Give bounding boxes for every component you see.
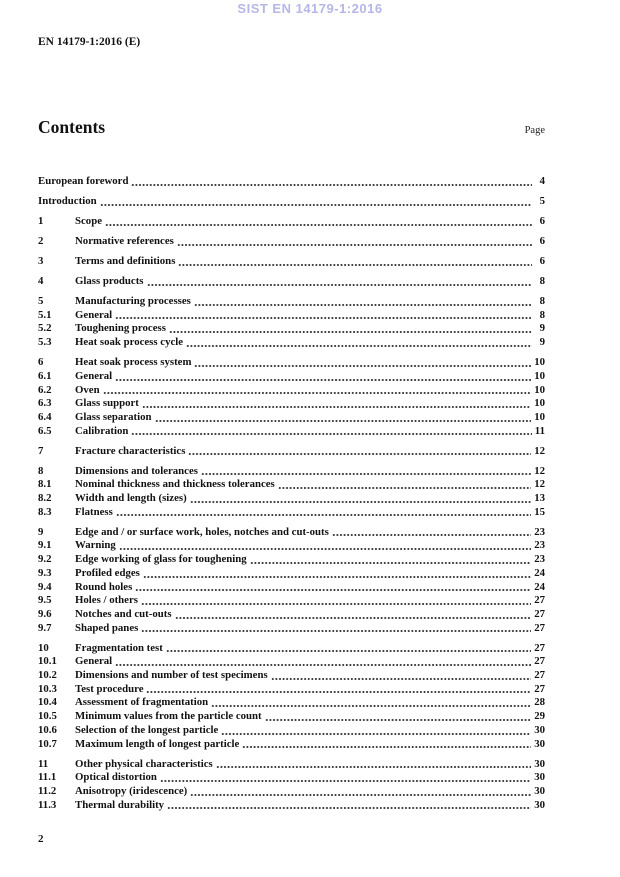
toc-entry-page: 6 bbox=[539, 255, 545, 267]
toc-entry-page: 11 bbox=[534, 424, 545, 437]
toc-entry-page: 30 bbox=[534, 771, 545, 784]
dotted-leader bbox=[201, 472, 531, 476]
toc-entry-title: Heat soak process cycle bbox=[75, 336, 184, 349]
toc-entry-page: 9 bbox=[539, 336, 545, 349]
dotted-leader bbox=[141, 629, 531, 633]
dotted-leader bbox=[175, 616, 532, 620]
page-column-label: Page bbox=[524, 125, 545, 136]
dotted-leader bbox=[221, 732, 531, 736]
toc-entry bbox=[38, 608, 545, 622]
toc-entry-page: 29 bbox=[534, 710, 545, 723]
toc-entry-page: 10 bbox=[534, 369, 545, 382]
toc-entry-page: 24 bbox=[534, 566, 545, 579]
dotted-leader bbox=[169, 330, 532, 334]
toc-entry-number: 3 bbox=[38, 255, 44, 267]
toc-entry bbox=[38, 322, 545, 336]
dotted-leader bbox=[115, 663, 531, 667]
toc-entry-title: Manufacturing processes bbox=[75, 295, 191, 307]
toc-entry bbox=[38, 370, 545, 384]
toc-entry-page: 6 bbox=[539, 215, 545, 227]
dotted-leader bbox=[103, 391, 532, 395]
toc-entry bbox=[38, 175, 545, 189]
toc-entry bbox=[38, 669, 545, 683]
toc-entry-title: Test procedure bbox=[75, 682, 144, 695]
toc-entry-number: 9.5 bbox=[38, 594, 52, 607]
toc-entry-page: 30 bbox=[534, 723, 545, 736]
toc-entry bbox=[38, 553, 545, 567]
toc-entry-title: European foreword bbox=[38, 175, 129, 187]
toc-entry bbox=[38, 478, 545, 492]
toc-entry-page: 12 bbox=[534, 478, 545, 491]
dotted-leader bbox=[146, 690, 531, 694]
dotted-leader bbox=[105, 223, 532, 227]
toc-entry-number: 8.3 bbox=[38, 505, 52, 518]
toc-entry-title: Optical distortion bbox=[75, 771, 157, 784]
toc-entry-page: 30 bbox=[534, 784, 545, 797]
toc-entry-page: 30 bbox=[534, 798, 545, 811]
toc-entry-page: 13 bbox=[534, 492, 545, 505]
toc-entry bbox=[38, 724, 545, 738]
toc-entry-number: 11.2 bbox=[38, 784, 57, 797]
toc-entry-title: Oven bbox=[75, 383, 100, 396]
dotted-leader bbox=[188, 452, 531, 456]
toc-entry-number: 8.1 bbox=[38, 478, 52, 491]
toc-entry-page: 23 bbox=[534, 553, 545, 566]
toc-entry-page: 23 bbox=[534, 525, 545, 538]
toc-entry-number: 7 bbox=[38, 444, 44, 457]
dotted-leader bbox=[167, 806, 531, 810]
toc-entry-page: 23 bbox=[534, 539, 545, 552]
toc-entry-title: Toughening process bbox=[75, 322, 166, 335]
toc-entry bbox=[38, 255, 545, 269]
dotted-leader bbox=[131, 432, 531, 436]
toc-entry-title: Holes / others bbox=[75, 594, 138, 607]
toc-entry-number: 9.6 bbox=[38, 607, 52, 620]
page-number: 2 bbox=[38, 833, 44, 845]
toc-entry-number: 10.5 bbox=[38, 710, 57, 723]
toc-entry bbox=[38, 384, 545, 398]
toc-entry-number: 6.3 bbox=[38, 397, 52, 410]
dotted-leader bbox=[190, 793, 531, 797]
toc-entry-number: 10.4 bbox=[38, 696, 57, 709]
toc-entry-page: 9 bbox=[539, 322, 545, 335]
dotted-leader bbox=[141, 602, 531, 606]
dotted-leader bbox=[190, 500, 532, 504]
toc-entry bbox=[38, 567, 545, 581]
toc-entry bbox=[38, 642, 545, 656]
toc-entry-title: Selection of the longest particle bbox=[75, 723, 219, 736]
toc-entry bbox=[38, 425, 545, 439]
contents-title: Contents bbox=[38, 117, 106, 137]
toc-entry bbox=[38, 215, 545, 229]
toc-entry-number: 10.7 bbox=[38, 737, 57, 750]
dotted-leader bbox=[265, 718, 532, 722]
toc-entry-page: 27 bbox=[534, 655, 545, 668]
toc-entry-title: Terms and definitions bbox=[75, 255, 176, 267]
toc-entry-title: General bbox=[75, 308, 113, 321]
toc-entry bbox=[38, 295, 545, 309]
toc-entry-title: Shaped panes bbox=[75, 621, 139, 634]
toc-entry-page: 30 bbox=[534, 757, 545, 770]
toc-entry bbox=[38, 581, 545, 595]
toc-entry-page: 30 bbox=[534, 737, 545, 750]
toc-entry bbox=[38, 799, 545, 813]
dotted-leader bbox=[147, 283, 533, 287]
watermark-text: SIST EN 14179-1:2016 bbox=[237, 1, 383, 16]
dotted-leader bbox=[178, 263, 532, 267]
toc-entry-title: Warning bbox=[75, 539, 116, 552]
toc-entry-number: 11 bbox=[38, 757, 49, 770]
toc-entry-number: 6.1 bbox=[38, 369, 52, 382]
toc-entry-title: Scope bbox=[75, 215, 102, 227]
toc-entry-number: 9 bbox=[38, 525, 44, 538]
toc-entry-number: 5 bbox=[38, 295, 44, 307]
toc-entry bbox=[38, 356, 545, 370]
dotted-leader bbox=[100, 203, 532, 207]
dotted-leader bbox=[135, 588, 531, 592]
toc-entry-title: Thermal durability bbox=[75, 798, 165, 811]
toc-entry-page: 27 bbox=[534, 669, 545, 682]
toc-entry-number: 10.2 bbox=[38, 669, 57, 682]
toc-entry-title: Introduction bbox=[38, 195, 97, 207]
document-reference: EN 14179-1:2016 (E) bbox=[38, 36, 141, 48]
dotted-leader bbox=[211, 704, 531, 708]
toc-entry bbox=[38, 655, 545, 669]
toc-entry-number: 1 bbox=[38, 215, 44, 227]
toc-entry-page: 10 bbox=[534, 356, 545, 369]
dotted-leader bbox=[160, 779, 531, 783]
dotted-leader bbox=[177, 243, 532, 247]
toc-entry-title: Nominal thickness and thickness tolerances bbox=[75, 478, 275, 491]
toc-entry-page: 27 bbox=[534, 607, 545, 620]
toc-entry-title: Width and length (sizes) bbox=[75, 492, 187, 505]
toc-entry-page: 15 bbox=[534, 505, 545, 518]
toc-entry-title: Minimum values from the particle count bbox=[75, 710, 262, 723]
toc-entry bbox=[38, 465, 545, 479]
toc-entry-number: 6.4 bbox=[38, 410, 52, 423]
dotted-leader bbox=[143, 575, 531, 579]
toc-entry bbox=[38, 594, 545, 608]
table-of-contents bbox=[38, 175, 545, 812]
dotted-leader bbox=[115, 378, 531, 382]
toc-entry-number: 6.5 bbox=[38, 424, 52, 437]
toc-entry-title: Maximum length of longest particle bbox=[75, 737, 240, 750]
toc-entry-number: 9.1 bbox=[38, 539, 52, 552]
toc-entry-page: 8 bbox=[539, 295, 545, 307]
toc-entry-title: Notches and cut-outs bbox=[75, 607, 172, 620]
toc-entry-title: Glass support bbox=[75, 397, 139, 410]
toc-entry bbox=[38, 336, 545, 350]
toc-entry-title: Calibration bbox=[75, 424, 129, 437]
toc-entry-number: 10.3 bbox=[38, 682, 57, 695]
toc-entry-title: Profiled edges bbox=[75, 566, 140, 579]
dotted-leader bbox=[242, 745, 531, 749]
toc-entry-page: 6 bbox=[539, 235, 545, 247]
toc-entry-title: Round holes bbox=[75, 580, 133, 593]
dotted-leader bbox=[271, 677, 532, 681]
toc-entry-title: Fracture characteristics bbox=[75, 444, 186, 457]
toc-entry-title: Glass products bbox=[75, 275, 144, 287]
toc-entry-number: 10 bbox=[38, 641, 49, 654]
toc-entry-title: Dimensions and number of test specimens bbox=[75, 669, 268, 682]
toc-entry bbox=[38, 785, 545, 799]
toc-entry-number: 9.4 bbox=[38, 580, 52, 593]
toc-entry-number: 2 bbox=[38, 235, 44, 247]
dotted-leader bbox=[115, 316, 532, 320]
toc-entry-number: 9.3 bbox=[38, 566, 52, 579]
toc-entry bbox=[38, 195, 545, 209]
toc-entry-title: Other physical characteristics bbox=[75, 757, 213, 770]
dotted-leader bbox=[250, 561, 532, 565]
toc-entry-title: General bbox=[75, 655, 113, 668]
toc-entry-number: 8.2 bbox=[38, 492, 52, 505]
toc-entry-page: 8 bbox=[539, 308, 545, 321]
toc-entry bbox=[38, 235, 545, 249]
toc-entry bbox=[38, 309, 545, 323]
toc-entry bbox=[38, 758, 545, 772]
toc-entry-title: Dimensions and tolerances bbox=[75, 464, 198, 477]
toc-entry-number: 8 bbox=[38, 464, 44, 477]
toc-entry-title: Fragmentation test bbox=[75, 641, 163, 654]
toc-entry-title: Normative references bbox=[75, 235, 174, 247]
dotted-leader bbox=[155, 419, 532, 423]
toc-entry bbox=[38, 738, 545, 752]
dotted-leader bbox=[119, 547, 531, 551]
dotted-leader bbox=[186, 344, 532, 348]
toc-entry-page: 27 bbox=[534, 682, 545, 695]
dotted-leader bbox=[216, 765, 531, 769]
toc-entry-title: Flatness bbox=[75, 505, 113, 518]
toc-entry-title: Heat soak process system bbox=[75, 356, 192, 369]
toc-entry-title: Edge working of glass for toughening bbox=[75, 553, 247, 566]
toc-entry bbox=[38, 445, 545, 459]
toc-entry-number: 9.7 bbox=[38, 621, 52, 634]
toc-entry-number: 10.1 bbox=[38, 655, 57, 668]
toc-entry-title: Edge and / or surface work, holes, notches and cut-outs bbox=[75, 525, 329, 538]
toc-entry bbox=[38, 622, 545, 636]
toc-entry-title: General bbox=[75, 369, 113, 382]
toc-entry bbox=[38, 526, 545, 540]
toc-entry-page: 24 bbox=[534, 580, 545, 593]
toc-entry-title: Assessment of fragmentation bbox=[75, 696, 209, 709]
toc-entry bbox=[38, 683, 545, 697]
toc-entry-number: 11.3 bbox=[38, 798, 57, 811]
toc-entry-page: 28 bbox=[534, 696, 545, 709]
toc-entry-page: 5 bbox=[539, 195, 545, 207]
toc-entry bbox=[38, 397, 545, 411]
toc-entry-page: 12 bbox=[534, 464, 545, 477]
toc-entry-page: 10 bbox=[534, 383, 545, 396]
toc-entry bbox=[38, 539, 545, 553]
dotted-leader bbox=[116, 513, 531, 517]
toc-entry-title: Glass separation bbox=[75, 410, 152, 423]
toc-entry-number: 10.6 bbox=[38, 723, 57, 736]
toc-entry-page: 12 bbox=[534, 444, 545, 457]
toc-entry-page: 10 bbox=[534, 397, 545, 410]
toc-entry bbox=[38, 411, 545, 425]
toc-entry-number: 4 bbox=[38, 275, 44, 287]
toc-entry-number: 5.2 bbox=[38, 322, 52, 335]
dotted-leader bbox=[278, 486, 531, 490]
toc-entry bbox=[38, 275, 545, 289]
toc-entry-page: 4 bbox=[539, 175, 545, 187]
toc-entry-page: 27 bbox=[534, 594, 545, 607]
toc-entry bbox=[38, 696, 545, 710]
dotted-leader bbox=[194, 364, 531, 368]
toc-entry-page: 8 bbox=[539, 275, 545, 287]
toc-entry-number: 5.3 bbox=[38, 336, 52, 349]
toc-entry-number: 6 bbox=[38, 356, 44, 369]
dotted-leader bbox=[194, 303, 532, 307]
toc-entry-page: 27 bbox=[534, 641, 545, 654]
toc-entry-page: 27 bbox=[534, 621, 545, 634]
contents-header bbox=[38, 118, 545, 137]
toc-entry bbox=[38, 771, 545, 785]
toc-entry-number: 9.2 bbox=[38, 553, 52, 566]
dotted-leader bbox=[166, 649, 531, 653]
toc-entry-page: 10 bbox=[534, 410, 545, 423]
toc-entry bbox=[38, 506, 545, 520]
dotted-leader bbox=[332, 533, 531, 537]
toc-entry-number: 6.2 bbox=[38, 383, 52, 396]
toc-entry-title: Anisotropy (iridescence) bbox=[75, 784, 188, 797]
toc-entry-number: 5.1 bbox=[38, 308, 52, 321]
toc-entry bbox=[38, 492, 545, 506]
toc-entry bbox=[38, 710, 545, 724]
dotted-leader bbox=[142, 405, 531, 409]
dotted-leader bbox=[131, 183, 532, 187]
toc-entry-number: 11.1 bbox=[38, 771, 57, 784]
